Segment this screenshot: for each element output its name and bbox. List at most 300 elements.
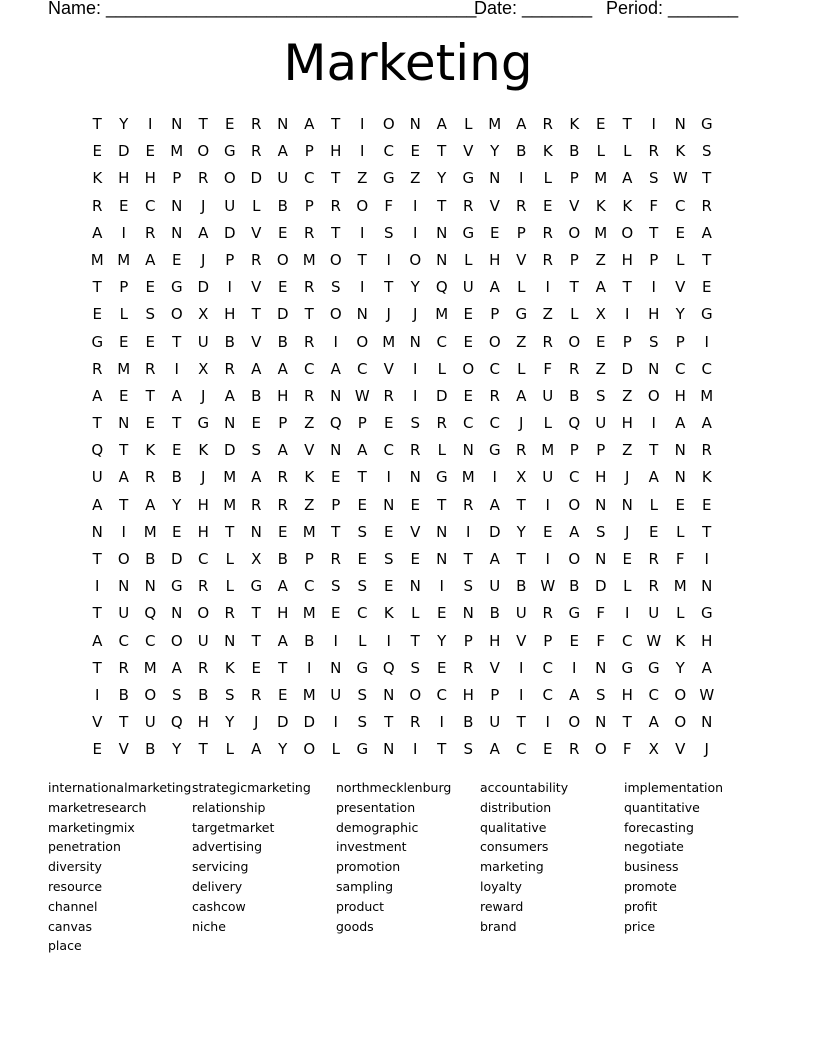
grid-letter: M bbox=[117, 250, 131, 269]
grid-letter: I bbox=[413, 223, 418, 242]
grid-letter: G bbox=[356, 740, 369, 759]
word-bank-item: internationalmarketing bbox=[48, 780, 192, 795]
grid-letter: R bbox=[251, 495, 262, 514]
grid-letter: C bbox=[463, 414, 474, 433]
grid-letter: N bbox=[436, 522, 448, 541]
grid-letter: H bbox=[144, 169, 156, 188]
grid-letter: M bbox=[223, 495, 237, 514]
grid-letter: O bbox=[356, 332, 369, 351]
grid-letter: A bbox=[489, 495, 500, 514]
grid-letter: K bbox=[595, 196, 606, 215]
grid-letter: C bbox=[383, 142, 394, 161]
grid-letter: U bbox=[489, 577, 501, 596]
grid-letter: E bbox=[384, 414, 394, 433]
word-bank-column bbox=[336, 778, 480, 936]
grid-letter: P bbox=[596, 441, 606, 460]
grid-letter: O bbox=[568, 713, 581, 732]
word-bank-item: business bbox=[624, 859, 679, 875]
grid-letter: A bbox=[277, 441, 288, 460]
grid-letter: Y bbox=[675, 658, 685, 677]
grid-letter: H bbox=[621, 250, 633, 269]
grid-letter: A bbox=[595, 278, 606, 297]
grid-letter: I bbox=[625, 305, 630, 324]
grid-letter: U bbox=[462, 278, 474, 297]
grid-letter: T bbox=[92, 115, 102, 133]
word-bank-item: consumers bbox=[480, 839, 549, 855]
grid-letter: W bbox=[672, 169, 688, 188]
grid-letter: A bbox=[251, 740, 262, 759]
grid-letter: O bbox=[674, 685, 687, 704]
grid-letter: O bbox=[197, 604, 210, 623]
grid-letter: Z bbox=[622, 386, 633, 405]
grid-letter: N bbox=[383, 495, 395, 514]
grid-letter: Z bbox=[304, 495, 315, 514]
word-bank-item: marketresearch bbox=[48, 799, 147, 815]
grid-letter: O bbox=[568, 550, 581, 568]
grid-letter: G bbox=[91, 332, 104, 351]
grid-letter: P bbox=[119, 278, 129, 297]
grid-letter: F bbox=[622, 740, 632, 759]
grid-letter: O bbox=[674, 713, 687, 732]
grid-letter: T bbox=[384, 278, 394, 297]
grid-letter: R bbox=[251, 142, 262, 161]
grid-letter: N bbox=[330, 658, 342, 677]
grid-letter: N bbox=[277, 115, 289, 133]
grid-letter: H bbox=[489, 250, 501, 269]
grid-letter: Q bbox=[144, 604, 157, 623]
grid-letter: T bbox=[622, 713, 632, 732]
grid-row bbox=[84, 519, 740, 546]
grid-letter: R bbox=[410, 713, 421, 732]
word-search-grid bbox=[84, 111, 740, 764]
grid-letter: M bbox=[435, 305, 449, 324]
grid-letter: V bbox=[92, 713, 103, 732]
grid-letter: Z bbox=[357, 169, 368, 188]
grid-letter: L bbox=[543, 414, 552, 433]
grid-letter: E bbox=[410, 495, 420, 514]
grid-letter: N bbox=[171, 223, 183, 242]
word-bank-item: presentation bbox=[336, 799, 416, 815]
grid-letter: I bbox=[227, 278, 232, 297]
grid-letter: S bbox=[410, 414, 421, 433]
grid-letter: P bbox=[569, 441, 579, 460]
grid-letter: Y bbox=[490, 142, 500, 161]
grid-letter: S bbox=[357, 522, 368, 541]
grid-letter: H bbox=[674, 386, 686, 405]
grid-letter: T bbox=[225, 522, 235, 541]
grid-letter: B bbox=[145, 550, 156, 568]
word-bank-item: sampling bbox=[336, 878, 394, 894]
grid-letter: I bbox=[704, 550, 709, 568]
grid-letter: P bbox=[622, 332, 632, 351]
grid-letter: I bbox=[121, 223, 126, 242]
grid-letter: G bbox=[700, 604, 713, 623]
grid-letter: N bbox=[356, 305, 368, 324]
grid-letter: I bbox=[545, 495, 550, 514]
grid-letter: E bbox=[410, 142, 420, 161]
grid-letter: O bbox=[170, 631, 183, 650]
grid-letter: I bbox=[360, 278, 365, 297]
grid-letter: V bbox=[251, 332, 262, 351]
grid-letter: I bbox=[651, 278, 656, 297]
grid-letter: T bbox=[251, 631, 261, 650]
grid-letter: B bbox=[516, 577, 527, 596]
word-bank-item: forecasting bbox=[624, 819, 694, 835]
grid-letter: C bbox=[569, 468, 580, 487]
grid-letter: E bbox=[145, 142, 155, 161]
grid-letter: N bbox=[595, 658, 607, 677]
grid-letter: R bbox=[569, 359, 580, 378]
grid-letter: A bbox=[569, 685, 580, 704]
grid-letter: G bbox=[250, 577, 263, 596]
grid-letter: N bbox=[701, 713, 713, 732]
grid-letter: T bbox=[92, 604, 102, 623]
grid-letter: F bbox=[543, 359, 553, 378]
grid-letter: M bbox=[90, 250, 104, 269]
grid-letter: R bbox=[251, 115, 262, 133]
grid-row bbox=[84, 383, 740, 410]
grid-letter: T bbox=[92, 278, 102, 297]
grid-letter: N bbox=[409, 577, 421, 596]
grid-letter: P bbox=[569, 169, 579, 188]
grid-letter: E bbox=[649, 522, 659, 541]
grid-letter: B bbox=[569, 577, 580, 596]
grid-letter: T bbox=[516, 713, 526, 732]
grid-letter: N bbox=[595, 495, 607, 514]
grid-letter: E bbox=[384, 522, 394, 541]
grid-letter: A bbox=[304, 115, 315, 133]
grid-letter: R bbox=[463, 658, 474, 677]
grid-letter: S bbox=[357, 685, 368, 704]
grid-letter: T bbox=[437, 142, 447, 161]
grid-letter: A bbox=[171, 658, 182, 677]
grid-letter: T bbox=[622, 278, 632, 297]
grid-letter: C bbox=[489, 359, 500, 378]
grid-letter: K bbox=[198, 441, 209, 460]
grid-letter: H bbox=[197, 495, 209, 514]
grid-letter: S bbox=[330, 577, 341, 596]
grid-letter: T bbox=[278, 658, 288, 677]
grid-letter: Y bbox=[516, 522, 526, 541]
grid-letter: P bbox=[569, 250, 579, 269]
grid-letter: V bbox=[489, 196, 500, 215]
grid-letter: A bbox=[701, 658, 712, 677]
grid-letter: N bbox=[462, 441, 474, 460]
grid-letter: D bbox=[197, 278, 210, 297]
grid-letter: D bbox=[594, 577, 607, 596]
grid-row bbox=[84, 138, 740, 165]
grid-letter: E bbox=[569, 631, 579, 650]
grid-letter: B bbox=[277, 550, 288, 568]
grid-letter: O bbox=[621, 223, 634, 242]
grid-letter: O bbox=[144, 685, 157, 704]
grid-letter: O bbox=[568, 223, 581, 242]
grid-letter: E bbox=[172, 250, 182, 269]
grid-letter: R bbox=[304, 332, 315, 351]
grid-letter: O bbox=[409, 685, 422, 704]
grid-letter: O bbox=[488, 332, 501, 351]
grid-letter: U bbox=[595, 414, 607, 433]
grid-row bbox=[84, 329, 740, 356]
grid-letter: H bbox=[118, 169, 130, 188]
grid-letter: N bbox=[409, 332, 421, 351]
grid-letter: O bbox=[329, 250, 342, 269]
grid-letter: B bbox=[304, 631, 315, 650]
grid-letter: R bbox=[304, 223, 315, 242]
grid-letter: P bbox=[304, 550, 314, 568]
grid-letter: T bbox=[331, 169, 341, 188]
grid-letter: Y bbox=[278, 740, 288, 759]
grid-letter: G bbox=[488, 441, 501, 460]
grid-letter: Q bbox=[170, 713, 183, 732]
grid-letter: R bbox=[198, 169, 209, 188]
grid-letter: M bbox=[700, 386, 714, 405]
grid-letter: I bbox=[386, 468, 391, 487]
grid-letter: A bbox=[489, 550, 500, 568]
grid-letter: A bbox=[277, 359, 288, 378]
grid-letter: P bbox=[278, 414, 288, 433]
grid-letter: N bbox=[383, 685, 395, 704]
grid-letter: I bbox=[333, 332, 338, 351]
grid-letter: A bbox=[622, 169, 633, 188]
word-bank-column bbox=[48, 778, 192, 956]
grid-letter: M bbox=[673, 577, 687, 596]
grid-letter: T bbox=[331, 115, 341, 133]
grid-letter: S bbox=[595, 685, 606, 704]
grid-letter: H bbox=[621, 685, 633, 704]
grid-letter: V bbox=[675, 278, 686, 297]
grid-letter: T bbox=[702, 169, 712, 188]
grid-letter: N bbox=[91, 522, 103, 541]
grid-letter: Q bbox=[91, 441, 104, 460]
grid-letter: R bbox=[277, 495, 288, 514]
grid-letter: C bbox=[383, 441, 394, 460]
grid-letter: R bbox=[542, 332, 553, 351]
grid-letter: B bbox=[251, 386, 262, 405]
grid-letter: O bbox=[594, 740, 607, 759]
word-bank-item: northmecklenburg bbox=[336, 780, 452, 795]
grid-letter: J bbox=[201, 386, 206, 405]
grid-letter: T bbox=[145, 386, 155, 405]
grid-letter: V bbox=[489, 658, 500, 677]
grid-letter: R bbox=[304, 278, 315, 297]
grid-letter: R bbox=[701, 196, 712, 215]
grid-letter: I bbox=[545, 713, 550, 732]
grid-letter: K bbox=[675, 631, 686, 650]
grid-letter: N bbox=[436, 550, 448, 568]
grid-letter: P bbox=[225, 250, 235, 269]
grid-letter: I bbox=[413, 740, 418, 759]
grid-letter: C bbox=[675, 196, 686, 215]
word-bank-item: demographic bbox=[336, 819, 419, 835]
grid-letter: S bbox=[595, 522, 606, 541]
grid-letter: L bbox=[437, 359, 446, 378]
grid-letter: S bbox=[383, 550, 394, 568]
grid-letter: T bbox=[622, 115, 632, 133]
word-bank-item: advertising bbox=[192, 839, 263, 855]
grid-letter: P bbox=[675, 332, 685, 351]
grid-letter: R bbox=[330, 550, 341, 568]
grid-letter: J bbox=[201, 196, 206, 215]
grid-letter: B bbox=[277, 332, 288, 351]
grid-row bbox=[84, 356, 740, 383]
grid-letter: E bbox=[596, 115, 606, 133]
grid-letter: W bbox=[354, 386, 370, 405]
grid-letter: H bbox=[648, 305, 660, 324]
grid-letter: I bbox=[333, 631, 338, 650]
grid-letter: I bbox=[174, 359, 179, 378]
grid-letter: W bbox=[540, 577, 556, 596]
grid-letter: M bbox=[170, 142, 184, 161]
grid-letter: T bbox=[702, 522, 712, 541]
grid-letter: E bbox=[490, 223, 500, 242]
grid-letter: V bbox=[251, 278, 262, 297]
grid-letter: V bbox=[304, 441, 315, 460]
word-bank-item: relationship bbox=[192, 799, 266, 815]
grid-letter: C bbox=[145, 631, 156, 650]
grid-letter: U bbox=[197, 332, 209, 351]
grid-letter: O bbox=[117, 550, 130, 568]
grid-letter: C bbox=[489, 414, 500, 433]
name-field-label: Name: _____________________________________ bbox=[48, 0, 477, 18]
grid-letter: G bbox=[382, 169, 395, 188]
grid-letter: A bbox=[145, 250, 156, 269]
grid-row bbox=[84, 247, 740, 274]
word-bank-column bbox=[624, 778, 768, 936]
grid-letter: N bbox=[648, 359, 660, 378]
grid-letter: J bbox=[201, 468, 206, 487]
word-bank-item: diversity bbox=[48, 859, 102, 875]
grid-letter: I bbox=[466, 522, 471, 541]
grid-letter: P bbox=[331, 495, 341, 514]
grid-letter: E bbox=[225, 115, 235, 133]
grid-letter: E bbox=[145, 332, 155, 351]
grid-letter: P bbox=[490, 685, 500, 704]
date-field-label: Date: _______ bbox=[474, 0, 593, 18]
grid-letter: B bbox=[516, 142, 527, 161]
grid-letter: N bbox=[171, 115, 183, 133]
grid-letter: D bbox=[223, 223, 236, 242]
grid-letter: E bbox=[702, 495, 712, 514]
word-bank-item: distribution bbox=[480, 799, 552, 815]
grid-letter: R bbox=[489, 386, 500, 405]
grid-letter: A bbox=[224, 386, 235, 405]
grid-letter: H bbox=[330, 142, 342, 161]
grid-letter: P bbox=[304, 142, 314, 161]
grid-letter: T bbox=[251, 604, 261, 623]
grid-letter: X bbox=[516, 468, 527, 487]
word-bank-item: promote bbox=[624, 878, 677, 894]
grid-row bbox=[84, 573, 740, 600]
grid-row bbox=[84, 111, 740, 138]
grid-letter: J bbox=[386, 305, 391, 324]
grid-letter: A bbox=[569, 522, 580, 541]
grid-letter: Z bbox=[304, 414, 315, 433]
grid-letter: I bbox=[492, 468, 497, 487]
grid-letter: T bbox=[92, 658, 102, 677]
grid-letter: L bbox=[623, 577, 632, 596]
grid-letter: E bbox=[172, 522, 182, 541]
grid-letter: C bbox=[648, 685, 659, 704]
grid-letter: C bbox=[675, 359, 686, 378]
grid-letter: O bbox=[409, 250, 422, 269]
grid-letter: V bbox=[383, 359, 394, 378]
grid-letter: T bbox=[357, 468, 367, 487]
grid-letter: A bbox=[489, 740, 500, 759]
grid-letter: T bbox=[463, 550, 473, 568]
grid-letter: I bbox=[386, 631, 391, 650]
grid-letter: R bbox=[542, 115, 553, 133]
grid-letter: O bbox=[647, 386, 660, 405]
grid-letter: R bbox=[436, 414, 447, 433]
student-info-header bbox=[48, 0, 768, 20]
grid-letter: L bbox=[676, 250, 685, 269]
grid-row bbox=[84, 410, 740, 437]
grid-letter: T bbox=[331, 522, 341, 541]
grid-letter: D bbox=[170, 550, 183, 568]
grid-letter: L bbox=[225, 577, 234, 596]
grid-letter: I bbox=[625, 604, 630, 623]
grid-letter: E bbox=[596, 332, 606, 351]
grid-letter: T bbox=[198, 115, 208, 133]
grid-letter: R bbox=[701, 441, 712, 460]
grid-letter: P bbox=[172, 169, 182, 188]
grid-letter: E bbox=[675, 495, 685, 514]
grid-letter: U bbox=[197, 631, 209, 650]
grid-letter: T bbox=[516, 550, 526, 568]
grid-letter: L bbox=[517, 278, 526, 297]
word-bank-item: delivery bbox=[192, 878, 243, 894]
grid-letter: E bbox=[357, 550, 367, 568]
grid-letter: W bbox=[699, 685, 715, 704]
grid-letter: B bbox=[198, 685, 209, 704]
grid-letter: S bbox=[383, 223, 394, 242]
grid-letter: R bbox=[118, 658, 129, 677]
grid-letter: R bbox=[304, 386, 315, 405]
grid-letter: M bbox=[302, 685, 316, 704]
grid-letter: R bbox=[463, 495, 474, 514]
grid-letter: Y bbox=[225, 713, 235, 732]
grid-letter: Y bbox=[437, 169, 447, 188]
grid-letter: C bbox=[436, 332, 447, 351]
grid-letter: D bbox=[303, 713, 316, 732]
word-bank-item: niche bbox=[192, 918, 226, 934]
word-bank-item: brand bbox=[480, 918, 517, 934]
grid-letter: L bbox=[252, 196, 261, 215]
grid-row bbox=[84, 274, 740, 301]
grid-letter: P bbox=[463, 631, 473, 650]
grid-letter: N bbox=[674, 468, 686, 487]
grid-letter: G bbox=[223, 142, 236, 161]
grid-letter: T bbox=[251, 305, 261, 324]
grid-letter: I bbox=[413, 196, 418, 215]
grid-letter: C bbox=[304, 577, 315, 596]
grid-letter: O bbox=[276, 250, 289, 269]
word-bank-item: implementation bbox=[624, 780, 724, 795]
grid-letter: I bbox=[360, 115, 365, 133]
grid-letter: L bbox=[676, 604, 685, 623]
page-title: Marketing bbox=[283, 34, 533, 92]
grid-letter: S bbox=[648, 169, 659, 188]
grid-letter: Q bbox=[568, 414, 581, 433]
grid-letter: E bbox=[172, 441, 182, 460]
grid-letter: E bbox=[251, 658, 261, 677]
grid-letter: C bbox=[542, 658, 553, 677]
grid-letter: I bbox=[360, 142, 365, 161]
grid-letter: C bbox=[436, 685, 447, 704]
word-bank-item: place bbox=[48, 938, 82, 954]
grid-letter: N bbox=[171, 196, 183, 215]
